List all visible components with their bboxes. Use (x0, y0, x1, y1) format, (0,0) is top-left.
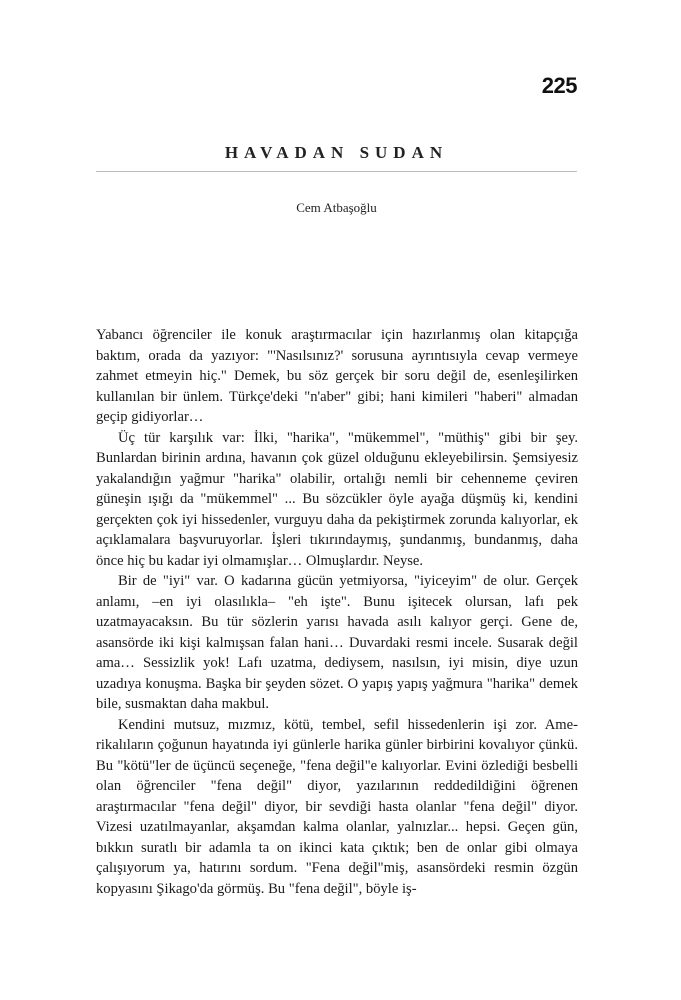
paragraph-4: Kendini mutsuz, mızmız, kötü, tembel, sefil hissedenlerin işi zor. Amerikalıların çoğunun hayatında iyi günlerle harika günler birbirini kovalıyor çünkü. Bu "kötü"ler de üçüncü seçeneğe, "fena değil"e kalıyorlar. Evini özlediği besbelli olan öğrenciler "fena değil" diyor, yazılarının reddedildiğini öğrenen araştırmacılar "fena değil" diyor, bir sevdiği hasta olanlar "fena değil" diyor. Vizesi uzatılmayanlar, akşamdan kalma olanlar, yalnızlar... hepsi. Geçen gün, bıkkın suratlı bir adamla ta on ikinci kata çıktık; ben de onlar gibi olmaya çalışıyorum ya, hatırını sordum. "Fena değil"miş, asansördeki resmin özgün kopyasını Şikago'da görmüş. Bu "fena değil", böyle iş- (96, 716, 578, 897)
paragraph-2: Üç tür karşılık var: İlki, "harika", "mükemmel", "müthiş" gibi bir şey. Bunlardan birinin ardına, havanın çok güzel olduğunu ekleyebilirsin. Şemsiyesiz yakalandığın yağmur "harika" olabilir, ortalığı nemli bir cehenneme çeviren güneşin ışığı da "mükemmel" ... Bu sözcükler öyle ayağa düşmüş ki, kendini gerçekten çok iyi hissedenler, vurguyu daha da pekiştirmek zorunda kalıyorlar, ek açıklamalara başvuruyorlar. İşleri tıkırındaymış, şundanmış, bundanmış, daha önce hiç bu kadar iyi olmamışlar… Olmuşlardır. Neyse. (96, 429, 578, 569)
author-name: Cem Atbaşoğlu (296, 200, 377, 215)
header-divider (96, 171, 577, 172)
paragraph-3: Bir de "iyi" var. O kadarına gücün yetmiyorsa, "iyiceyim" de olur. Gerçek anlamı, –en iyi olasılıkla– "eh işte". Bunu işitecek olursan, lafı pek uzatmayacaksın. Bu tür sözlerin yarısı havada asılı kalıyor gerçi. Gene de, asansörde iki kişi kalmışsan falan hani… Duvardaki resmi incele. Susarak değil ama… Sessizlik yok! Lafı uzatma, dediysem, nasılsın, iyi misin, diye uzun uzadıya konuşma. Başka bir şeyden sözet. O yapış yapış yağmura "harika" demek bile, susmaktan daha makbul. (96, 573, 578, 712)
article-body (96, 325, 578, 899)
section-title: HAVADAN SUDAN (224, 143, 449, 162)
page-number: 225 (541, 73, 577, 98)
paragraph-1: Yabancı öğrenciler ile konuk araştırmacılar için hazırlanmış olan kitapçığa baktım, orada da yazıyor: "'Nasılsınız?' sorusuna ayrıntısıyla cevap vermeye zahmet etmeyin hiç." Demek, bu söz gerçek bir soru değil de, esenleşilirken kullanılan bir ünlem. Türkçe'deki "n'aber" gibi; hani kimileri "haberi" almadan geçip gidiyorlar… (96, 327, 578, 425)
